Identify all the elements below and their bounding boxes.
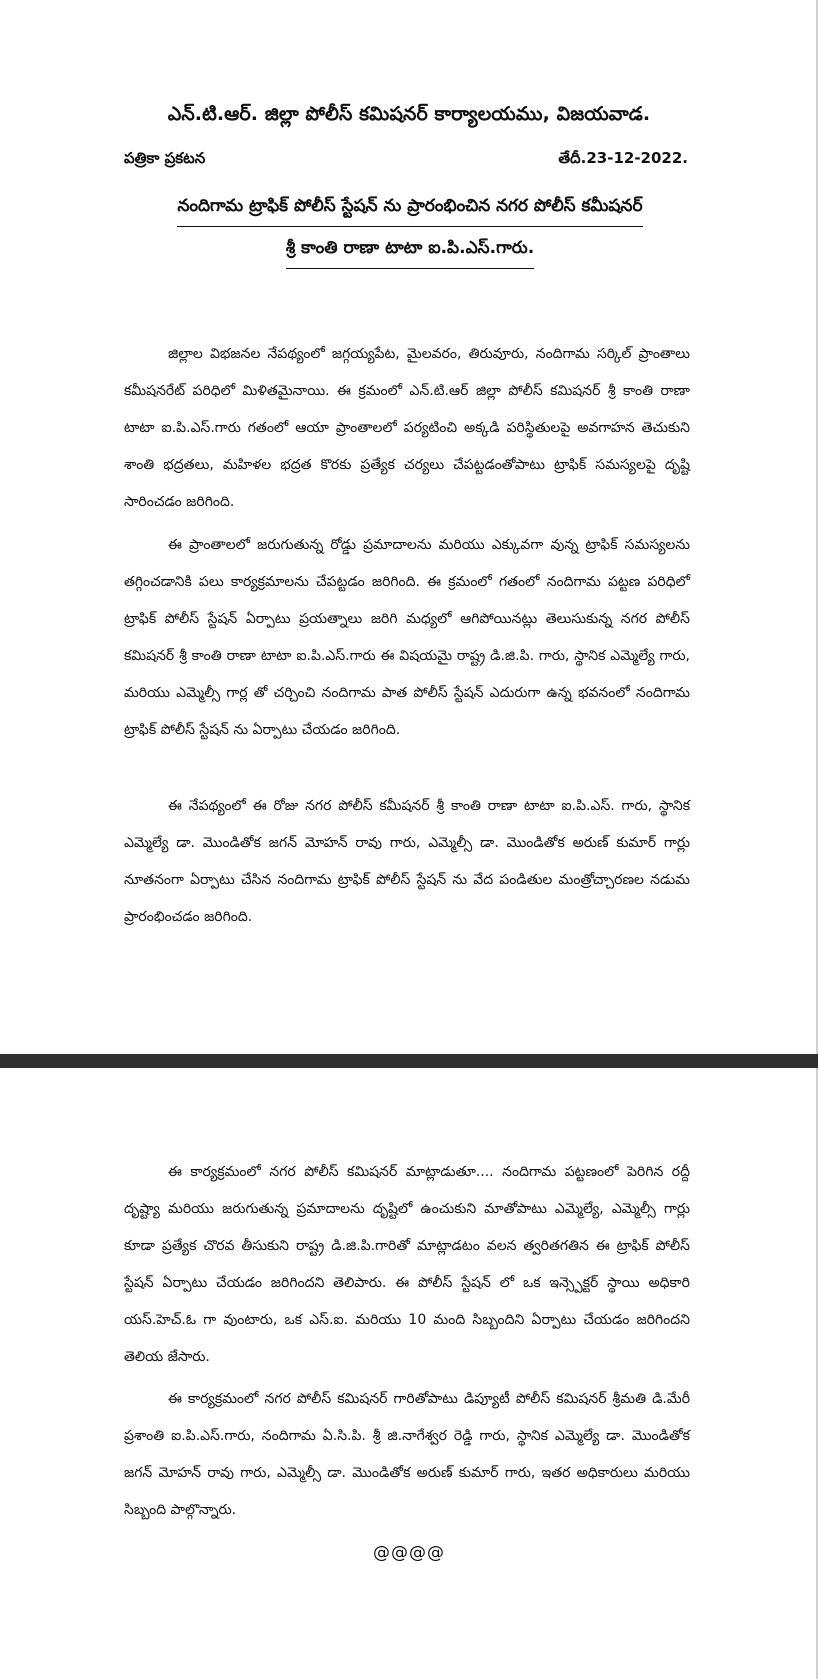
closing-mark: @@@@ bbox=[373, 1543, 445, 1563]
headline-line-1-wrapper bbox=[110, 196, 710, 227]
headline-line-2-wrapper bbox=[110, 238, 710, 269]
office-title: ఎన్.టి.ఆర్. జిల్లా పోలీస్ కమిషనర్ కార్యాలయము, విజయవాడ. bbox=[167, 102, 651, 125]
headline-line-1: నందిగామ ట్రాఫిక్ పోలీస్ స్టేషన్ ను ప్రారంభించిన నగర పోలీస్ కమీషనర్ bbox=[177, 196, 642, 227]
paragraph-2: ఈ ప్రాంతాలలో జరుగుతున్న రోడ్డు ప్రమాదాలను మరియు ఎక్కువగా వున్న ట్రాఫిక్ సమస్యలను తగ్గించడానికి పలు కార్యక్రమాలను చేపట్టడం జరిగింది. ఈ క్రమంలో గతంలో నందిగామ పట్టణ పరిధిలో ట్రాఫిక్ పోలీస్ స్టేషన్ ఏర్పాటు ప్రయత్నాలు జరిగి మధ్యలో ఆగిపోయినట్లు తెలుసుకున్న నగర పోలీస్ కమిషనర్ శ్రీ కాంతి రాణా టాటా ఐ.పి.ఎస్.గారు ఈ విషయమై రాష్ట్ర డి.జి.పి. గారు, స్థానిక ఎమ్మెల్యే గారు, మరియు ఎమ్మెల్సీ గార్ల తో చర్చించి నందిగామ పాత పోలీస్ స్టేషన్ ఎదురుగా ఉన్న భవనంలో నందిగామ ట్రాఫిక్ పోలీస్ స్టేషన్ ను ఏర్పాటు చేయడం జరిగింది. bbox=[124, 537, 690, 738]
paragraph-3: ఈ నేపథ్యంలో ఈ రోజు నగర పోలీస్ కమీషనర్ శ్రీ కాంతి రాణా టాటా ఐ.పి.ఎస్. గారు, స్థానిక ఎమ్మెల్యే డా. మొండితోక జగన్ మోహన్ రావు గారు, ఎమ్మెల్సీ డా. మొండితోక అరుణ్ కుమార్ గార్లు నూతనంగా ఏర్పాటు చేసిన నందిగామ ట్రాఫిక్ పోలీస్ స్టేషన్ ను వేద పండితుల మంత్రోచ్చారణల నడుమ ప్రారంభించడం జరిగింది. bbox=[124, 798, 690, 925]
paragraph-1: జిల్లాల విభజనల నేపథ్యంలో జగ్గయ్యపేట, మైలవరం, తిరువూరు, నందిగామ సర్కిల్ ప్రాంతాలు కమీషనరేట్ పరిధిలో మిళితమైనాయి. ఈ క్రమంలో ఎన్.టి.ఆర్ జిల్లా పోలీస్ కమిషనర్ శ్రీ కాంతి రాణా టాటా ఐ.పి.ఎస్.గారు గతంలో ఆయా ప్రాంతాలలో పర్యటించి అక్కడి పరిస్థితులపై అవగాహన తెచుకుని శాంతి భద్రతలు, మహిళల భద్రత కొరకు ప్రత్యేక చర్యలు చేపట్టడంతోపాటు ట్రాఫిక్ సమస్యలపై దృష్టి సారించడం జరిగింది. bbox=[124, 346, 690, 510]
paragraph-5: ఈ కార్యక్రమంలో నగర పోలీస్ కమిషనర్ గారితోపాటు డిప్యూటీ పోలీస్ కమిషనర్ శ్రీమతి డి.మేరీ ప్రశాంతి ఐ.పి.ఎస్.గారు, నందిగామ ఏ.సి.పి. శ్రీ జి.నాగేశ్వర రెడ్డి గారు, స్థానిక ఎమ్మెల్యే డా. మొండితోక జగన్ మోహన్ రావు గారు, ఎమ్మెల్సీ డా. మొండితోక అరుణ్ కుమార్ గారు, ఇతర అధికారులు మరియు సిబ్బంది పాల్గొన్నారు. bbox=[124, 1391, 690, 1518]
press-release-label: పత్రికా ప్రకటన bbox=[124, 149, 206, 167]
headline-line-2: శ్రీ కాంతి రాణా టాటా ఐ.పి.ఎస్.గారు. bbox=[286, 238, 534, 269]
document-page-2 bbox=[0, 1068, 818, 1679]
page-separator bbox=[0, 1054, 818, 1068]
paragraph-4: ఈ కార్యక్రమంలో నగర పోలీస్ కమిషనర్ మాట్లాడుతూ.... నందిగామ పట్టణంలో పెరిగిన రద్దీ దృష్ట్యా మరియు జరుగుతున్న ప్రమాదాలను దృష్టిలో ఉంచుకుని మాతోపాటు ఎమ్మెల్యే, ఎమ్మెల్సీ గార్లు కూడా ప్రత్యేక చొరవ తీసుకుని రాష్ట్ర డి.జి.పి.గారితో మాట్లాడటం వలన త్వరితగతిన ఈ ట్రాఫిక్ పోలీస్ స్టేషన్ ఏర్పాటు చేయడం జరిగిందని తెలిపారు. ఈ పోలీస్ స్టేషన్ లో ఒక ఇన్స్పెక్టర్ స్థాయి అధికారి యస్.హెచ్.ఓ గా వుంటారు, ఒక ఎస్.ఐ. మరియు 10 మంది సిబ్బందిని ఏర్పాటు చేయడం జరిగిందని తెలియ జేసారు. bbox=[124, 1164, 690, 1365]
release-date: తేదీ.23-12-2022. bbox=[558, 149, 688, 167]
